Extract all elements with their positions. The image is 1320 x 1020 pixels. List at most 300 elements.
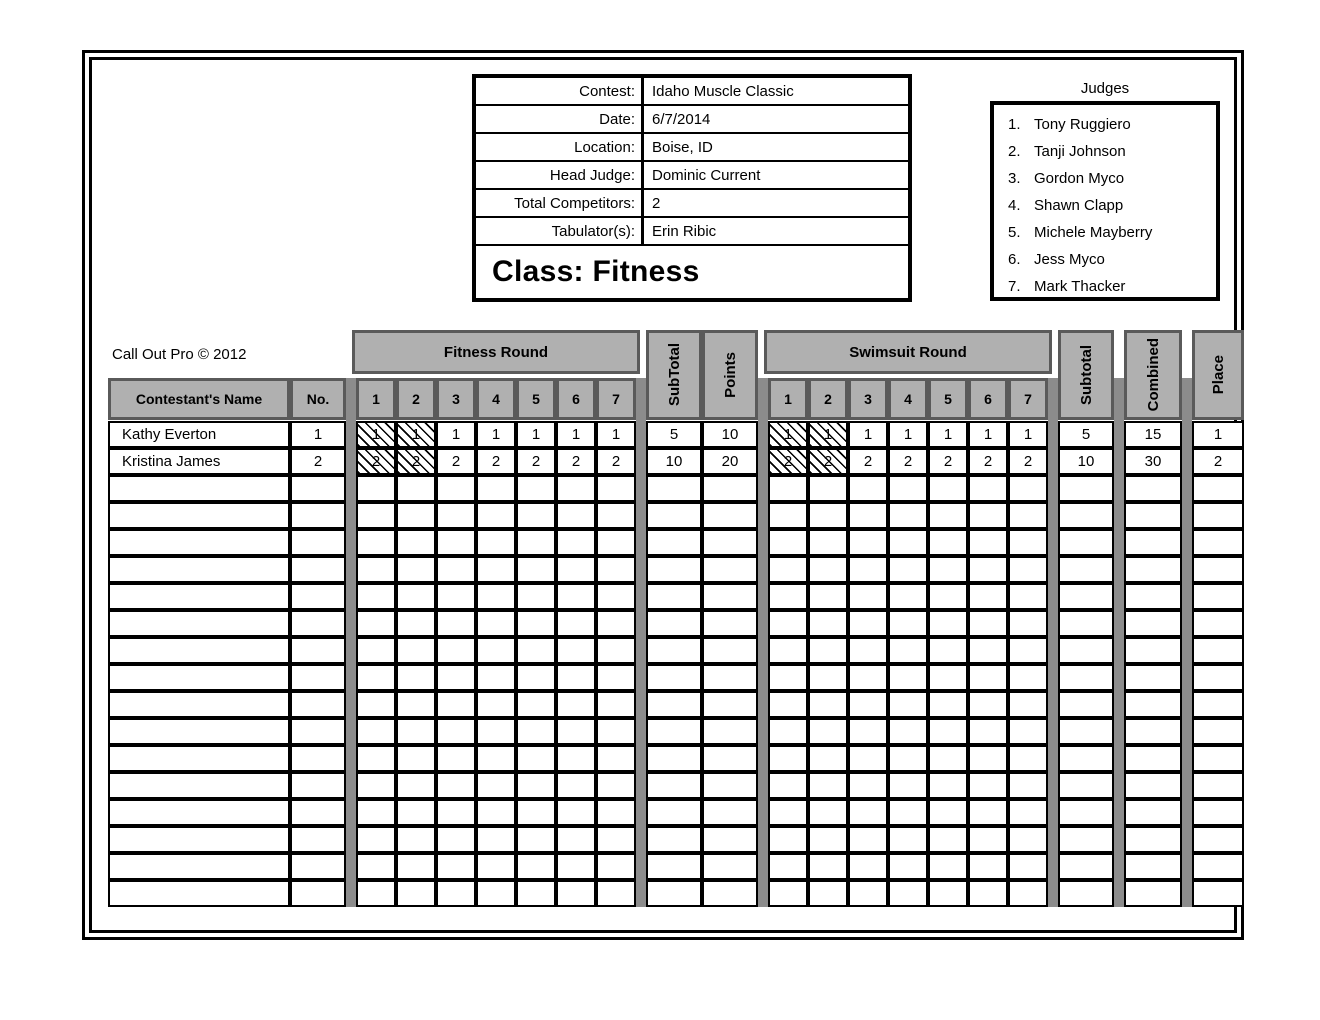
cell-fitness-score-judge-1[interactable] [356,772,396,799]
cell-swimsuit-score-judge-1[interactable]: 2 [768,448,808,475]
cell-fitness-subtotal [646,556,702,583]
cell-fitness-score-judge-3[interactable] [436,502,476,529]
cell-fitness-score-judge-4[interactable] [476,880,516,907]
cell-swimsuit-score-judge-5[interactable]: 2 [928,448,968,475]
cell-number[interactable]: 2 [290,448,346,475]
cell-swimsuit-score-judge-2[interactable]: 2 [808,448,848,475]
cell-swimsuit-score-judge-7[interactable] [1008,826,1048,853]
cell-fitness-score-judge-1[interactable] [356,826,396,853]
cell-fitness-score-judge-1[interactable] [356,529,396,556]
cell-swimsuit-score-judge-3[interactable] [848,664,888,691]
cell-swimsuit-score-judge-2[interactable] [808,826,848,853]
cell-fitness-score-judge-5[interactable] [516,799,556,826]
cell-swimsuit-score-judge-3[interactable] [848,556,888,583]
cell-fitness-score-judge-3[interactable] [436,691,476,718]
cell-swimsuit-score-judge-6[interactable] [968,745,1008,772]
cell-fitness-score-judge-6[interactable] [556,745,596,772]
cell-swimsuit-score-judge-6[interactable] [968,718,1008,745]
cell-fitness-score-judge-1[interactable] [356,880,396,907]
cell-swimsuit-score-judge-7[interactable] [1008,475,1048,502]
cell-fitness-score-judge-3[interactable]: 1 [436,421,476,448]
cell-swimsuit-score-judge-7[interactable]: 1 [1008,421,1048,448]
cell-number[interactable] [290,556,346,583]
cell-fitness-score-judge-2[interactable] [396,529,436,556]
cell-swimsuit-score-judge-3[interactable] [848,826,888,853]
cell-swimsuit-score-judge-5[interactable] [928,556,968,583]
cell-swimsuit-score-judge-3[interactable]: 2 [848,448,888,475]
cell-contestant-name[interactable] [108,772,290,799]
cell-swimsuit-score-judge-1[interactable] [768,772,808,799]
cell-swimsuit-score-judge-3[interactable] [848,529,888,556]
cell-swimsuit-score-judge-6[interactable] [968,556,1008,583]
cell-fitness-score-judge-5[interactable]: 1 [516,421,556,448]
cell-swimsuit-score-judge-2[interactable] [808,718,848,745]
cell-swimsuit-score-judge-4[interactable] [888,718,928,745]
cell-fitness-score-judge-7[interactable] [596,718,636,745]
cell-swimsuit-score-judge-6[interactable]: 1 [968,421,1008,448]
cell-contestant-name[interactable]: Kristina James [108,448,290,475]
cell-fitness-score-judge-7[interactable] [596,691,636,718]
cell-fitness-score-judge-1[interactable] [356,718,396,745]
cell-swimsuit-score-judge-6[interactable] [968,502,1008,529]
cell-fitness-score-judge-6[interactable] [556,853,596,880]
cell-swimsuit-score-judge-4[interactable]: 2 [888,448,928,475]
cell-fitness-score-judge-4[interactable] [476,853,516,880]
cell-swimsuit-score-judge-7[interactable] [1008,772,1048,799]
cell-swimsuit-score-judge-6[interactable] [968,853,1008,880]
cell-fitness-score-judge-6[interactable] [556,691,596,718]
cell-fitness-score-judge-2[interactable] [396,772,436,799]
cell-fitness-score-judge-1[interactable] [356,853,396,880]
cell-swimsuit-score-judge-7[interactable] [1008,664,1048,691]
cell-fitness-score-judge-7[interactable] [596,556,636,583]
cell-fitness-score-judge-2[interactable] [396,745,436,772]
cell-swimsuit-score-judge-7[interactable] [1008,745,1048,772]
cell-swimsuit-score-judge-4[interactable] [888,745,928,772]
cell-fitness-score-judge-6[interactable] [556,529,596,556]
cell-fitness-score-judge-1[interactable] [356,664,396,691]
cell-swimsuit-score-judge-2[interactable] [808,880,848,907]
cell-fitness-score-judge-6[interactable] [556,556,596,583]
cell-fitness-score-judge-6[interactable] [556,610,596,637]
cell-fitness-score-judge-6[interactable] [556,826,596,853]
cell-fitness-score-judge-2[interactable] [396,637,436,664]
cell-fitness-score-judge-5[interactable] [516,745,556,772]
cell-number[interactable] [290,502,346,529]
cell-fitness-score-judge-1[interactable] [356,583,396,610]
cell-fitness-score-judge-4[interactable] [476,637,516,664]
cell-fitness-score-judge-3[interactable] [436,880,476,907]
cell-fitness-score-judge-1[interactable] [356,610,396,637]
cell-swimsuit-score-judge-5[interactable] [928,529,968,556]
cell-number[interactable] [290,880,346,907]
cell-swimsuit-score-judge-2[interactable] [808,853,848,880]
cell-swimsuit-score-judge-3[interactable] [848,583,888,610]
cell-fitness-score-judge-3[interactable] [436,799,476,826]
cell-number[interactable]: 1 [290,421,346,448]
cell-fitness-score-judge-1[interactable] [356,637,396,664]
cell-fitness-score-judge-3[interactable] [436,772,476,799]
cell-swimsuit-score-judge-4[interactable] [888,475,928,502]
cell-swimsuit-score-judge-4[interactable] [888,880,928,907]
cell-fitness-score-judge-1[interactable] [356,799,396,826]
cell-fitness-score-judge-6[interactable] [556,475,596,502]
cell-swimsuit-score-judge-2[interactable] [808,772,848,799]
cell-number[interactable] [290,583,346,610]
cell-number[interactable] [290,691,346,718]
cell-fitness-score-judge-1[interactable] [356,502,396,529]
cell-fitness-score-judge-1[interactable] [356,745,396,772]
cell-fitness-score-judge-4[interactable] [476,745,516,772]
cell-contestant-name[interactable] [108,853,290,880]
cell-number[interactable] [290,826,346,853]
cell-swimsuit-score-judge-2[interactable] [808,529,848,556]
cell-fitness-score-judge-3[interactable] [436,610,476,637]
cell-swimsuit-score-judge-4[interactable] [888,853,928,880]
cell-contestant-name[interactable] [108,637,290,664]
cell-fitness-score-judge-3[interactable] [436,556,476,583]
cell-number[interactable] [290,853,346,880]
cell-contestant-name[interactable] [108,556,290,583]
cell-swimsuit-score-judge-6[interactable] [968,583,1008,610]
info-value[interactable]: 2 [652,194,661,212]
cell-fitness-score-judge-4[interactable] [476,826,516,853]
cell-fitness-score-judge-2[interactable] [396,826,436,853]
cell-number[interactable] [290,610,346,637]
cell-swimsuit-score-judge-6[interactable] [968,610,1008,637]
cell-swimsuit-score-judge-5[interactable]: 1 [928,421,968,448]
cell-swimsuit-score-judge-7[interactable] [1008,583,1048,610]
cell-swimsuit-score-judge-5[interactable] [928,826,968,853]
cell-contestant-name[interactable]: Kathy Everton [108,421,290,448]
cell-swimsuit-score-judge-5[interactable] [928,772,968,799]
cell-swimsuit-score-judge-2[interactable] [808,556,848,583]
cell-swimsuit-score-judge-1[interactable] [768,664,808,691]
cell-swimsuit-score-judge-4[interactable] [888,691,928,718]
cell-swimsuit-score-judge-2[interactable] [808,610,848,637]
cell-contestant-name[interactable] [108,826,290,853]
cell-fitness-score-judge-2[interactable] [396,556,436,583]
cell-fitness-score-judge-5[interactable] [516,637,556,664]
cell-swimsuit-score-judge-1[interactable] [768,718,808,745]
info-value[interactable]: Erin Ribic [652,222,717,240]
cell-number[interactable] [290,772,346,799]
cell-swimsuit-score-judge-5[interactable] [928,718,968,745]
cell-fitness-score-judge-6[interactable] [556,718,596,745]
cell-swimsuit-score-judge-4[interactable] [888,664,928,691]
cell-fitness-score-judge-3[interactable] [436,583,476,610]
column-header-fitness-judge-6: 6 [556,378,596,420]
cell-swimsuit-score-judge-1[interactable] [768,556,808,583]
cell-fitness-score-judge-4[interactable] [476,799,516,826]
cell-swimsuit-score-judge-5[interactable] [928,583,968,610]
cell-swimsuit-score-judge-7[interactable] [1008,529,1048,556]
cell-contestant-name[interactable] [108,475,290,502]
cell-number[interactable] [290,718,346,745]
cell-fitness-score-judge-2[interactable] [396,475,436,502]
cell-swimsuit-score-judge-4[interactable] [888,529,928,556]
cell-number[interactable] [290,529,346,556]
info-value[interactable]: Idaho Muscle Classic [652,82,794,100]
cell-swimsuit-score-judge-7[interactable] [1008,691,1048,718]
cell-swimsuit-score-judge-4[interactable]: 1 [888,421,928,448]
cell-number[interactable] [290,745,346,772]
cell-fitness-score-judge-3[interactable]: 2 [436,448,476,475]
cell-fitness-score-judge-7[interactable] [596,880,636,907]
cell-fitness-score-judge-5[interactable] [516,772,556,799]
cell-fitness-score-judge-7[interactable] [596,583,636,610]
cell-fitness-score-judge-2[interactable] [396,610,436,637]
cell-swimsuit-score-judge-6[interactable] [968,799,1008,826]
cell-fitness-score-judge-7[interactable] [596,529,636,556]
cell-swimsuit-score-judge-4[interactable] [888,610,928,637]
cell-fitness-score-judge-1[interactable]: 2 [356,448,396,475]
cell-swimsuit-score-judge-4[interactable] [888,502,928,529]
cell-number[interactable] [290,664,346,691]
cell-fitness-score-judge-3[interactable] [436,664,476,691]
cell-contestant-name[interactable] [108,691,290,718]
cell-contestant-name[interactable] [108,529,290,556]
cell-fitness-score-judge-6[interactable]: 2 [556,448,596,475]
judges-box [990,101,1220,301]
cell-fitness-score-judge-4[interactable] [476,583,516,610]
cell-swimsuit-score-judge-7[interactable] [1008,610,1048,637]
cell-swimsuit-score-judge-6[interactable] [968,529,1008,556]
info-label: Total Competitors: [476,190,644,216]
cell-swimsuit-score-judge-1[interactable] [768,691,808,718]
cell-fitness-score-judge-6[interactable] [556,637,596,664]
cell-fitness-score-judge-4[interactable] [476,556,516,583]
cell-fitness-score-judge-5[interactable] [516,556,556,583]
cell-fitness-score-judge-4[interactable] [476,502,516,529]
cell-swimsuit-score-judge-3[interactable] [848,475,888,502]
cell-fitness-score-judge-4[interactable]: 2 [476,448,516,475]
cell-swimsuit-score-judge-1[interactable] [768,853,808,880]
cell-swimsuit-score-judge-6[interactable] [968,826,1008,853]
cell-swimsuit-score-judge-1[interactable] [768,610,808,637]
cell-fitness-score-judge-5[interactable] [516,583,556,610]
cell-swimsuit-score-judge-5[interactable] [928,880,968,907]
cell-fitness-score-judge-2[interactable] [396,853,436,880]
cell-fitness-score-judge-4[interactable] [476,529,516,556]
cell-fitness-score-judge-3[interactable] [436,529,476,556]
cell-fitness-score-judge-6[interactable] [556,772,596,799]
cell-swimsuit-score-judge-1[interactable] [768,880,808,907]
cell-swimsuit-score-judge-3[interactable] [848,502,888,529]
cell-swimsuit-score-judge-2[interactable] [808,799,848,826]
cell-swimsuit-score-judge-4[interactable] [888,583,928,610]
cell-swimsuit-score-judge-4[interactable] [888,826,928,853]
cell-fitness-score-judge-7[interactable] [596,475,636,502]
cell-fitness-score-judge-1[interactable]: 1 [356,421,396,448]
cell-fitness-score-judge-3[interactable] [436,745,476,772]
cell-swimsuit-score-judge-2[interactable] [808,637,848,664]
cell-fitness-score-judge-5[interactable] [516,691,556,718]
cell-swimsuit-score-judge-7[interactable] [1008,880,1048,907]
cell-swimsuit-score-judge-5[interactable] [928,475,968,502]
cell-fitness-score-judge-5[interactable] [516,610,556,637]
cell-swimsuit-score-judge-7[interactable] [1008,853,1048,880]
info-value[interactable]: Dominic Current [652,166,761,184]
cell-contestant-name[interactable] [108,718,290,745]
cell-swimsuit-score-judge-6[interactable] [968,637,1008,664]
cell-swimsuit-score-judge-4[interactable] [888,637,928,664]
cell-fitness-score-judge-2[interactable] [396,502,436,529]
cell-contestant-name[interactable] [108,799,290,826]
cell-fitness-score-judge-7[interactable] [596,664,636,691]
cell-swimsuit-score-judge-5[interactable] [928,637,968,664]
cell-swimsuit-score-judge-6[interactable]: 2 [968,448,1008,475]
cell-swimsuit-score-judge-5[interactable] [928,610,968,637]
cell-fitness-score-judge-5[interactable] [516,664,556,691]
cell-swimsuit-score-judge-3[interactable] [848,880,888,907]
cell-swimsuit-score-judge-2[interactable] [808,583,848,610]
cell-fitness-score-judge-7[interactable] [596,826,636,853]
cell-fitness-score-judge-7[interactable]: 2 [596,448,636,475]
cell-swimsuit-score-judge-3[interactable] [848,772,888,799]
cell-fitness-score-judge-6[interactable] [556,664,596,691]
cell-fitness-score-judge-6[interactable] [556,799,596,826]
cell-fitness-score-judge-7[interactable] [596,853,636,880]
cell-contestant-name[interactable] [108,502,290,529]
cell-fitness-score-judge-4[interactable] [476,475,516,502]
cell-swimsuit-score-judge-4[interactable] [888,799,928,826]
cell-fitness-score-judge-2[interactable] [396,880,436,907]
cell-swimsuit-score-judge-6[interactable] [968,880,1008,907]
cell-swimsuit-score-judge-3[interactable] [848,853,888,880]
cell-swimsuit-score-judge-3[interactable] [848,691,888,718]
cell-fitness-score-judge-4[interactable]: 1 [476,421,516,448]
cell-swimsuit-score-judge-1[interactable] [768,529,808,556]
cell-fitness-score-judge-6[interactable] [556,502,596,529]
cell-swimsuit-score-judge-6[interactable] [968,691,1008,718]
cell-swimsuit-score-judge-1[interactable] [768,799,808,826]
cell-fitness-score-judge-5[interactable] [516,853,556,880]
cell-fitness-score-judge-2[interactable] [396,691,436,718]
cell-swimsuit-score-judge-1[interactable] [768,475,808,502]
cell-swimsuit-score-judge-4[interactable] [888,772,928,799]
cell-fitness-score-judge-3[interactable] [436,637,476,664]
cell-fitness-score-judge-3[interactable] [436,475,476,502]
info-value[interactable]: Boise, ID [652,138,713,156]
cell-swimsuit-score-judge-1[interactable] [768,745,808,772]
cell-fitness-score-judge-5[interactable] [516,718,556,745]
cell-swimsuit-score-judge-3[interactable]: 1 [848,421,888,448]
cell-fitness-score-judge-2[interactable] [396,664,436,691]
cell-swimsuit-subtotal [1058,664,1114,691]
cell-swimsuit-score-judge-7[interactable] [1008,556,1048,583]
cell-fitness-score-judge-6[interactable] [556,880,596,907]
cell-swimsuit-score-judge-7[interactable] [1008,799,1048,826]
cell-swimsuit-score-judge-1[interactable] [768,637,808,664]
cell-contestant-name[interactable] [108,880,290,907]
cell-swimsuit-score-judge-1[interactable] [768,502,808,529]
cell-fitness-score-judge-5[interactable] [516,826,556,853]
cell-swimsuit-score-judge-5[interactable] [928,502,968,529]
cell-swimsuit-score-judge-5[interactable] [928,664,968,691]
cell-fitness-score-judge-1[interactable] [356,475,396,502]
cell-swimsuit-score-judge-7[interactable] [1008,637,1048,664]
cell-fitness-score-judge-4[interactable] [476,718,516,745]
cell-fitness-score-judge-7[interactable] [596,799,636,826]
cell-swimsuit-score-judge-3[interactable] [848,610,888,637]
cell-swimsuit-score-judge-1[interactable] [768,826,808,853]
cell-fitness-score-judge-2[interactable] [396,583,436,610]
cell-fitness-score-judge-2[interactable] [396,718,436,745]
cell-fitness-score-judge-1[interactable] [356,556,396,583]
cell-number[interactable] [290,637,346,664]
cell-fitness-score-judge-4[interactable] [476,691,516,718]
cell-fitness-score-judge-6[interactable] [556,583,596,610]
cell-fitness-score-judge-3[interactable] [436,826,476,853]
info-value[interactable]: 6/7/2014 [652,110,711,128]
cell-swimsuit-score-judge-3[interactable] [848,799,888,826]
cell-fitness-score-judge-2[interactable] [396,799,436,826]
cell-swimsuit-score-judge-5[interactable] [928,691,968,718]
cell-fitness-score-judge-5[interactable] [516,502,556,529]
cell-fitness-score-judge-3[interactable] [436,853,476,880]
cell-fitness-score-judge-2[interactable]: 1 [396,421,436,448]
cell-fitness-score-judge-3[interactable] [436,718,476,745]
cell-swimsuit-score-judge-4[interactable] [888,556,928,583]
cell-swimsuit-score-judge-6[interactable] [968,664,1008,691]
cell-swimsuit-score-judge-7[interactable] [1008,502,1048,529]
cell-fitness-score-judge-7[interactable] [596,610,636,637]
cell-fitness-score-judge-4[interactable] [476,610,516,637]
cell-swimsuit-score-judge-5[interactable] [928,799,968,826]
cell-swimsuit-score-judge-5[interactable] [928,745,968,772]
cell-swimsuit-score-judge-2[interactable]: 1 [808,421,848,448]
cell-fitness-score-judge-6[interactable]: 1 [556,421,596,448]
cell-fitness-score-judge-5[interactable]: 2 [516,448,556,475]
cell-swimsuit-score-judge-5[interactable] [928,853,968,880]
cell-swimsuit-score-judge-1[interactable] [768,583,808,610]
cell-swimsuit-score-judge-6[interactable] [968,475,1008,502]
cell-fitness-score-judge-1[interactable] [356,691,396,718]
cell-fitness-score-judge-7[interactable] [596,745,636,772]
cell-swimsuit-score-judge-2[interactable] [808,745,848,772]
cell-fitness-score-judge-4[interactable] [476,772,516,799]
cell-fitness-score-judge-5[interactable] [516,475,556,502]
cell-fitness-score-judge-4[interactable] [476,664,516,691]
cell-contestant-name[interactable] [108,745,290,772]
cell-fitness-score-judge-7[interactable] [596,772,636,799]
cell-number[interactable] [290,799,346,826]
cell-swimsuit-score-judge-3[interactable] [848,637,888,664]
cell-swimsuit-score-judge-3[interactable] [848,718,888,745]
cell-contestant-name[interactable] [108,664,290,691]
cell-fitness-score-judge-7[interactable] [596,637,636,664]
cell-fitness-score-judge-7[interactable]: 1 [596,421,636,448]
cell-swimsuit-score-judge-6[interactable] [968,772,1008,799]
cell-swimsuit-score-judge-1[interactable]: 1 [768,421,808,448]
cell-swimsuit-score-judge-3[interactable] [848,745,888,772]
cell-swimsuit-score-judge-2[interactable] [808,664,848,691]
cell-contestant-name[interactable] [108,610,290,637]
cell-swimsuit-score-judge-7[interactable] [1008,718,1048,745]
cell-number[interactable] [290,475,346,502]
cell-swimsuit-score-judge-2[interactable] [808,502,848,529]
cell-fitness-score-judge-2[interactable]: 2 [396,448,436,475]
cell-swimsuit-score-judge-2[interactable] [808,475,848,502]
cell-fitness-score-judge-5[interactable] [516,880,556,907]
cell-contestant-name[interactable] [108,583,290,610]
cell-fitness-score-judge-5[interactable] [516,529,556,556]
cell-fitness-score-judge-7[interactable] [596,502,636,529]
cell-swimsuit-score-judge-2[interactable] [808,691,848,718]
cell-fitness-subtotal [646,529,702,556]
cell-swimsuit-score-judge-7[interactable]: 2 [1008,448,1048,475]
